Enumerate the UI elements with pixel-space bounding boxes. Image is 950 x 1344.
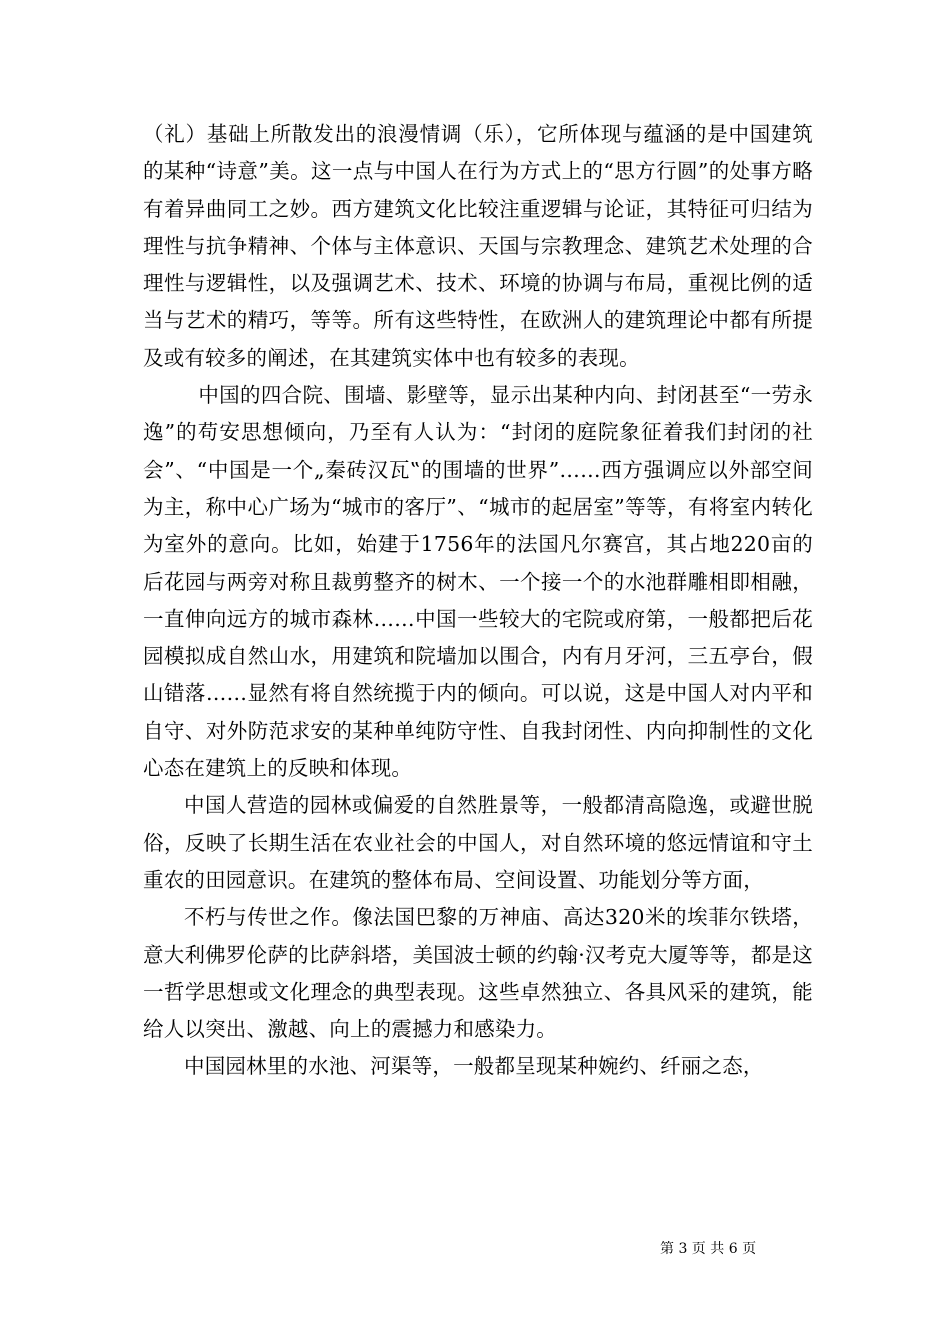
paragraph-4: 不朽与传世之作。像法国巴黎的万神庙、高达320米的埃菲尔铁塔，意大利佛罗伦萨的比萨斜塔，美国波士顿的约翰·汉考克大厦等等，都是这一哲学思想或文化理念的典型表现。这些卓然独立、各具风采的建筑，能给人以突出、激越、向上的震撼力和感染力。 <box>143 905 813 1042</box>
paragraph-1: （礼）基础上所散发出的浪漫情调（乐），它所体现与蕴涵的是中国建筑的某种“诗意”美。这一点与中国人在行为方式上的“思方行圆”的处事方略有着异曲同工之妙。西方建筑文化比较注重逻辑与论证，其特征可归结为理性与抗争精神、个体与主体意识、天国与宗教理念、建筑艺术处理的合理性与逻辑性，以及强调艺术、技术、环境的协调与布局，重视比例的适当与艺术的精巧，等等。所有这些特性，在欧洲人的建筑理论中都有所提及或有较多的阐述，在其建筑实体中也有较多的表现。 <box>143 122 813 370</box>
paragraph-2: 中国的四合院、围墙、影壁等，显示出某种内向、封闭甚至“一劳永逸”的苟安思想倾向，乃至有人认为：“封闭的庭院象征着我们封闭的社会”、“中国是一个„秦砖汉瓦‟的围墙的世界”……西方强调应以外部空间为主，称中心广场为“城市的客厅”、“城市的起居室”等等，有将室内转化为室外的意向。比如，始建于1756年的法国凡尔赛宫，其占地220亩的后花园与两旁对称且裁剪整齐的树木、一个接一个的水池群雕相即相融，一直伸向远方的城市森林……中国一些较大的宅院或府第，一般都把后花园模拟成自然山水，用建筑和院墙加以围合，内有月牙河，三五亭台，假山错落……显然有将自然统揽于内的倾向。可以说，这是中国人对内平和自守、对外防范求安的某种单纯防守性、自我封闭性、内向抑制性的文化心态在建筑上的反映和体现。 <box>143 383 813 781</box>
paragraph-3: 中国人营造的园林或偏爱的自然胜景等，一般都清高隐逸，或避世脱俗，反映了长期生活在农业社会的中国人，对自然环境的悠远情谊和守土重农的田园意识。在建筑的整体布局、空间设置、功能划分等方面， <box>143 793 813 892</box>
paragraph-5: 中国园林里的水池、河渠等，一般都呈现某种婉约、纤丽之态， <box>184 1054 764 1079</box>
body-text <box>143 116 813 1086</box>
page-number-footer: 第 3 页 共 6 页 <box>660 1241 757 1257</box>
